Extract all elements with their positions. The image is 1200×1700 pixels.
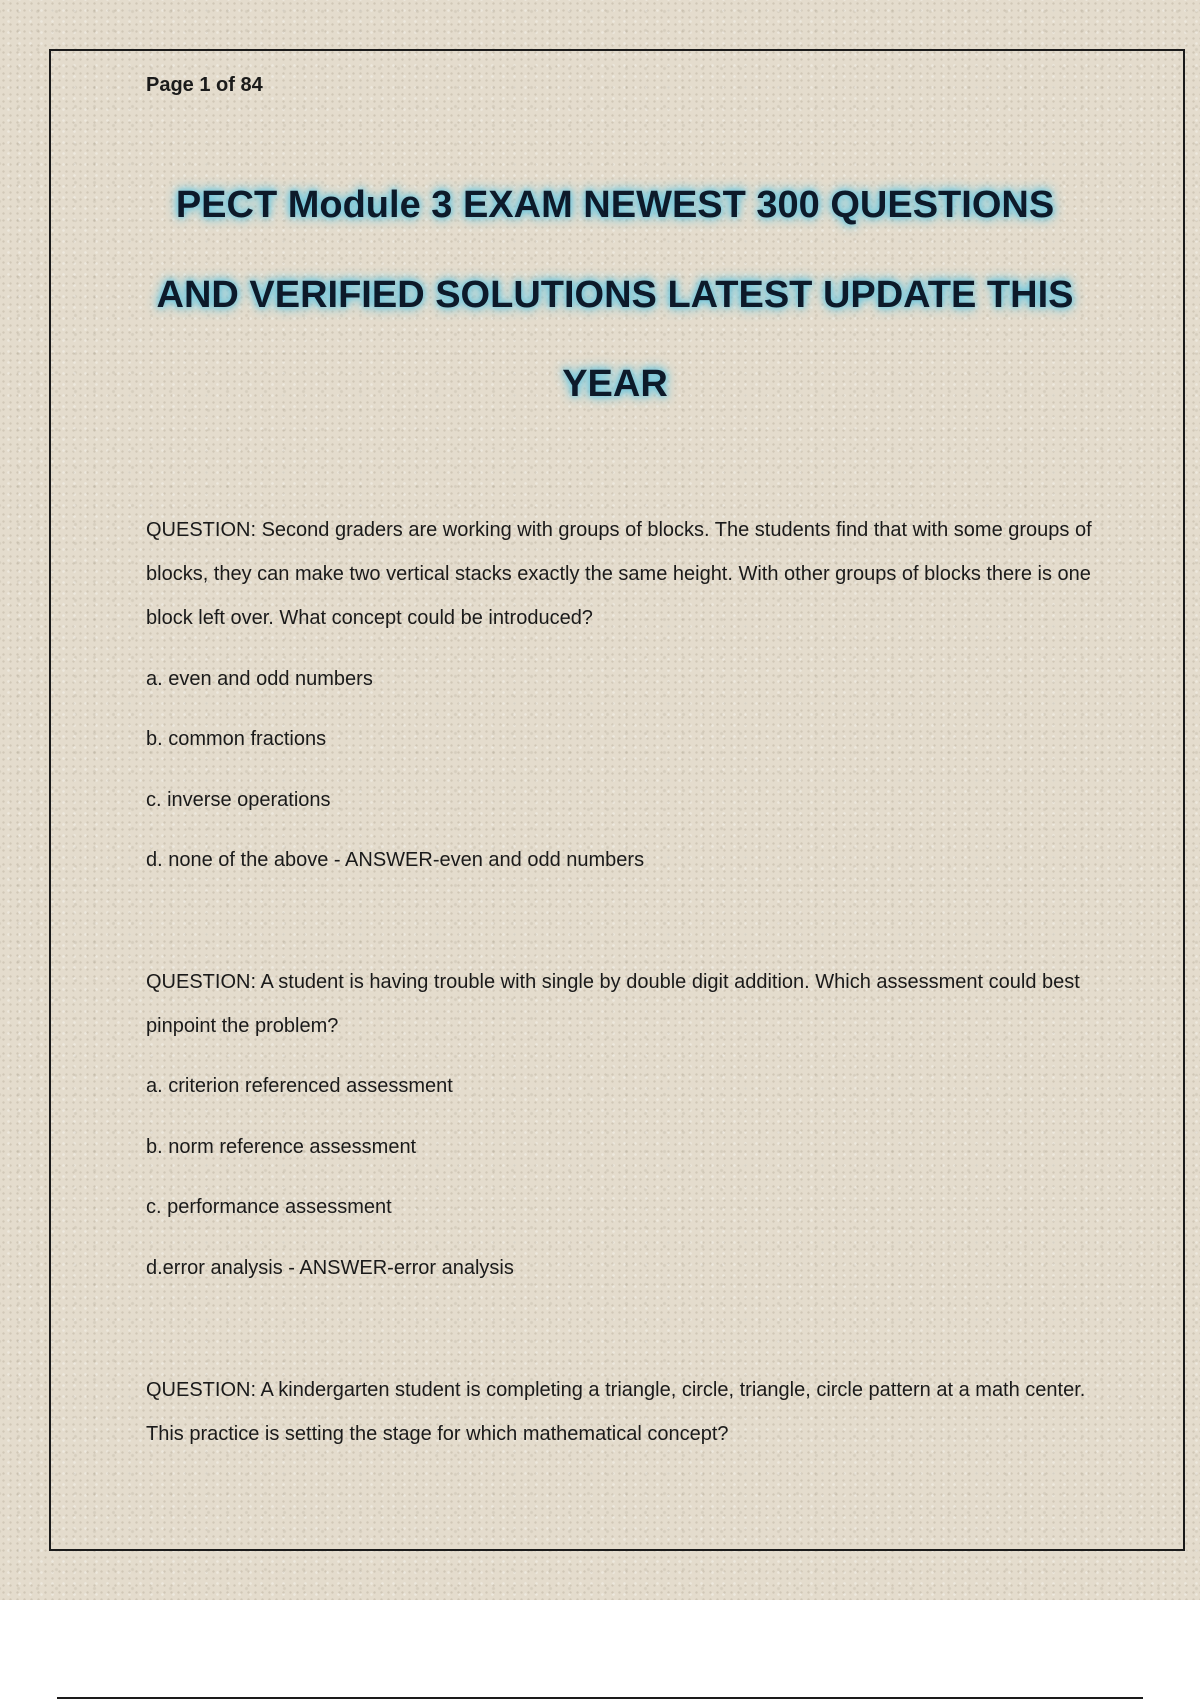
- question-1-option-a: a. even and odd numbers: [146, 668, 373, 690]
- question-2-option-a: a. criterion referenced assessment: [146, 1075, 453, 1097]
- title-line-2: AND VERIFIED SOLUTIONS LATEST UPDATE THIS: [156, 274, 1074, 316]
- title-line-3: YEAR: [562, 363, 668, 405]
- question-2-text: QUESTION: A student is having trouble with single by double digit addition. Which assessment could best pinpoint the problem?: [146, 971, 1080, 1037]
- page-number: Page 1 of 84: [146, 74, 263, 96]
- question-1-option-d: d. none of the above - ANSWER-even and odd numbers: [146, 849, 645, 871]
- question-1-option-b: b. common fractions: [146, 728, 327, 750]
- question-1-option-c: c. inverse operations: [146, 789, 331, 811]
- question-1-text: QUESTION: Second graders are working with groups of blocks. The students find that with some groups of blocks, they can make two vertical stacks exactly the same height. With other groups of blocks there is one block left over. What concept could be introduced?: [146, 519, 1092, 629]
- question-3-text: QUESTION: A kindergarten student is completing a triangle, circle, triangle, circle pattern at a math center. This practice is setting the stage for which mathematical concept?: [146, 1379, 1086, 1445]
- question-2-option-d: d.error analysis - ANSWER-error analysis: [146, 1257, 514, 1279]
- question-2-option-c: c. performance assessment: [146, 1196, 392, 1218]
- question-2-option-b: b. norm reference assessment: [146, 1136, 417, 1158]
- bottom-divider: [57, 1697, 1143, 1699]
- title-line-1: PECT Module 3 EXAM NEWEST 300 QUESTIONS: [175, 184, 1055, 226]
